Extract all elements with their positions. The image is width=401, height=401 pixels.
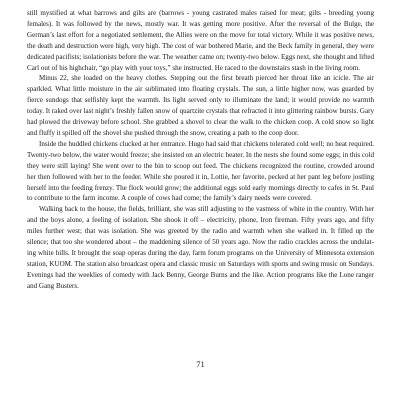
paragraph-chicken-coop: Inside the huddled chickens clucked at her entrance. Hugo had said that chickens tolerated cold well; no heat required. Twenty-two below, the water would freeze; she insisted on an electric heater. In the nests she found some eggs; in this cold they were still laying! She went over to the bin to scoop out feed. The chickens recognized the routine, crowded around her then followed with her to the feeder. While she poured it in, Lottie, her favorite, pecked at her pant leg before jostling herself into the feeding frenzy. The flock would grow; the additional eggs sold early mornings directly to cafes in St. Paul to contribute to the farm income. A couple of cows had come; the family’s dairy needs were covered. — [27, 139, 374, 203]
paragraph-walking-back: Walking back to the house, the fields, brilliant, she was still adjusting to the vastness of white in the country. With her and the boys alone, a feeling of isolation. She shook it off – electricity, phone, Iron fireman. Fifty years ago, and fifty miles further west; that was isolation. She was greeted by the radio and warmth when she walked in. It filled up the silence; that too she wondered about – the maddening silence of 50 years ago. Now the radio crackles across the undulating white hills. It brought the soap operas during the day, farm forum programs on the University of Minnesota extension station, KUOM. The station also broadcast opera and classic music on Saturdays with sports and swing music on Sundays. Evenings had the weeklies of comedy with Jack Benny, George Burns and the like. Action programs like the Lone ranger and Gang Busters. — [27, 205, 374, 290]
page-number: 71 — [196, 359, 205, 369]
paragraph-continuation: still mystified at what barrows and gilts are (barrows - young castrated males raised for meat; gilts - breeding young females). It was followed by the news, mostly war. It was getting more positive. After the reversal of the Bulge, the German’s last effort for a negotiated settlement, the Allies were on the move for total victory. While it was positive news, the death and destruction were high, very high. The cost of war bothered Marie, and the Beck family in general, they were dedicated pacifists; isolationists before the war. The weather came on; twenty-two below. Eggs next, she thought and lifted Carl out of his highchair, “go play with your toys,” she instructed. He raced to the downstairs stash in the living room. — [27, 9, 374, 72]
paragraph-minus-22: Minus 22, she loaded on the heavy clothes. Stepping out the first breath pierced her throat like an icicle. The air sparkled. What little moisture in the air sublimated into floating crystals. The sun, a little higher now, was guarded by fierce sundogs that selfishly kept the warmth. Its light served only to illuminate the land; it would provide no warmth today. It raked over last night’s freshly fallen snow of quartzite crystals that refracted it into glittering rainbow bursts. Gary had plowed the driveway before school. She grabbed a shovel to clear the walk to the chicken coop. A cold snow so light and fluffy it spilled off the shovel she pushed through the snow, creating a path to the coop door. — [27, 74, 374, 137]
document-page — [27, 8, 374, 393]
